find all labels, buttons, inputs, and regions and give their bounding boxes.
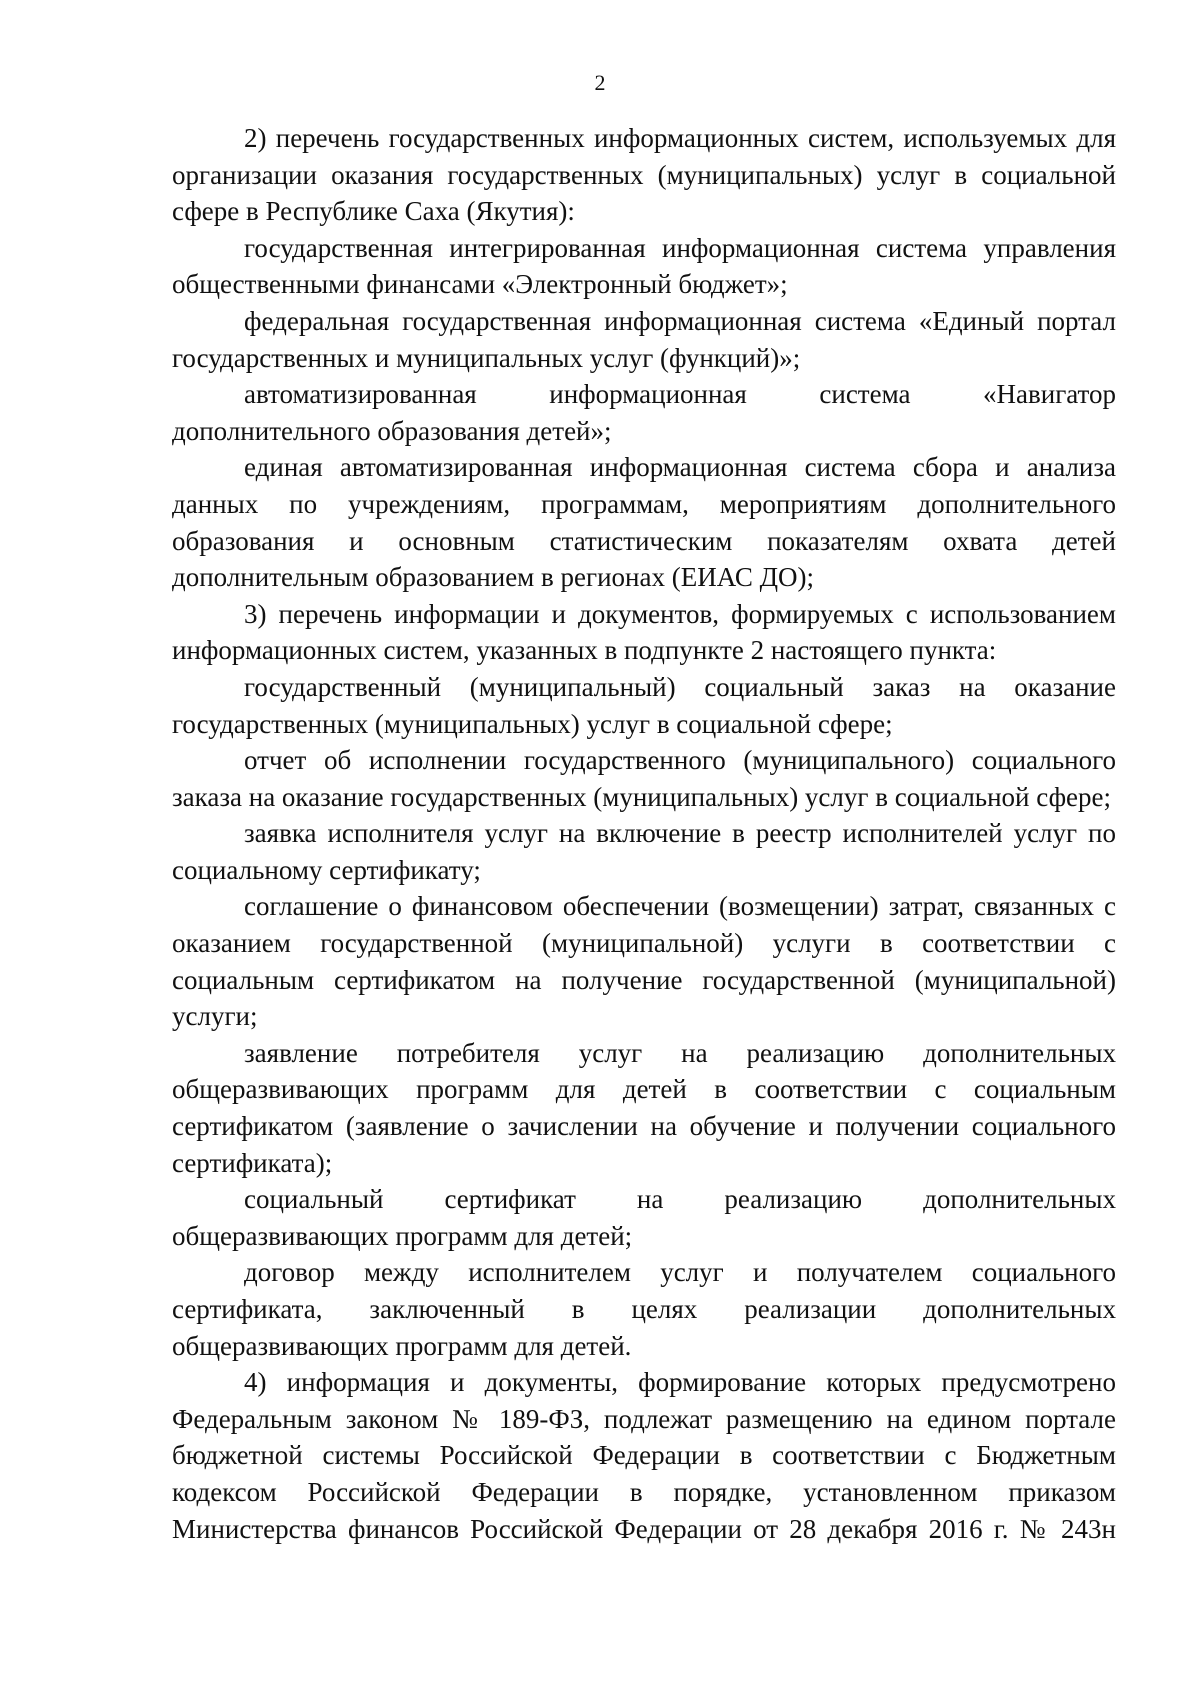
paragraph-social-certificate: социальный сертификат на реализацию дополнительных общеразвивающих программ для детей; xyxy=(172,1184,1116,1251)
paragraph-contract: договор между исполнителем услуг и получателем социального сертификата, заключенный в целях реализации дополнительных общеразвивающих программ для детей. xyxy=(172,1257,1116,1361)
paragraph-navigator: автоматизированная информационная система «Навигатор дополнительного образования детей»; xyxy=(172,379,1116,446)
paragraph-unified-portal: федеральная государственная информационная система «Единый портал государственных и муниципальных услуг (функций)»; xyxy=(172,305,1116,373)
paragraph-electronic-budget: государственная интегрированная информационная система управления общественными финансами «Электронный бюджет»; xyxy=(172,232,1116,300)
paragraph-funding-agreement: соглашение о финансовом обеспечении (возмещении) затрат, связанных с оказанием государственной (муниципальной) услуги в соответствии с социальным сертификатом на получение государственной (муниципальной) услуги; xyxy=(172,891,1116,1032)
paragraph-eias-do: единая автоматизированная информационная система сбора и анализа данных по учреждениям, программам, мероприятиям дополнительного образования и основным статистическим показателям охвата детей дополнительным образованием в регионах (ЕИАС ДО); xyxy=(172,452,1116,593)
paragraph-consumer-application: заявление потребителя услуг на реализацию дополнительных общеразвивающих программ для детей в соответствии с социальным сертификатом (заявление о зачислении на обучение и получении социального сертификата); xyxy=(172,1037,1116,1178)
paragraph-provider-application: заявка исполнителя услуг на включение в реестр исполнителей услуг по социальному сертификату; xyxy=(172,818,1116,885)
page-number: 2 xyxy=(594,70,606,95)
paragraph-order-report: отчет об исполнении государственного (муниципального) социального заказа на оказание государственных (муниципальных) услуг в социальной сфере; xyxy=(172,745,1116,812)
paragraph-item-2-systems: 2) перечень государственных информационных систем, используемых для организации оказания государственных (муниципальных) услуг в социальной сфере в Республике Саха (Якутия): xyxy=(172,123,1116,227)
document-body xyxy=(172,120,1116,1547)
paragraph-item-3-documents: 3) перечень информации и документов, формируемых с использованием информационных систем, указанных в подпункте 2 настоящего пункта: xyxy=(172,598,1116,666)
paragraph-item-4-publication: 4) информация и документы, формирование которых предусмотрено Федеральным законом № 189-ФЗ, подлежат размещению на едином портале бюджетной системы Российской Федерации в соответствии с Бюджетным кодексом Российской Федерации в порядке, установленном приказом Министерства финансов Российской Федерации от 28 декабря 2016 г. № 243н xyxy=(172,1367,1116,1544)
paragraph-social-order: государственный (муниципальный) социальный заказ на оказание государственных (муниципальных) услуг в социальной сфере; xyxy=(172,671,1116,739)
